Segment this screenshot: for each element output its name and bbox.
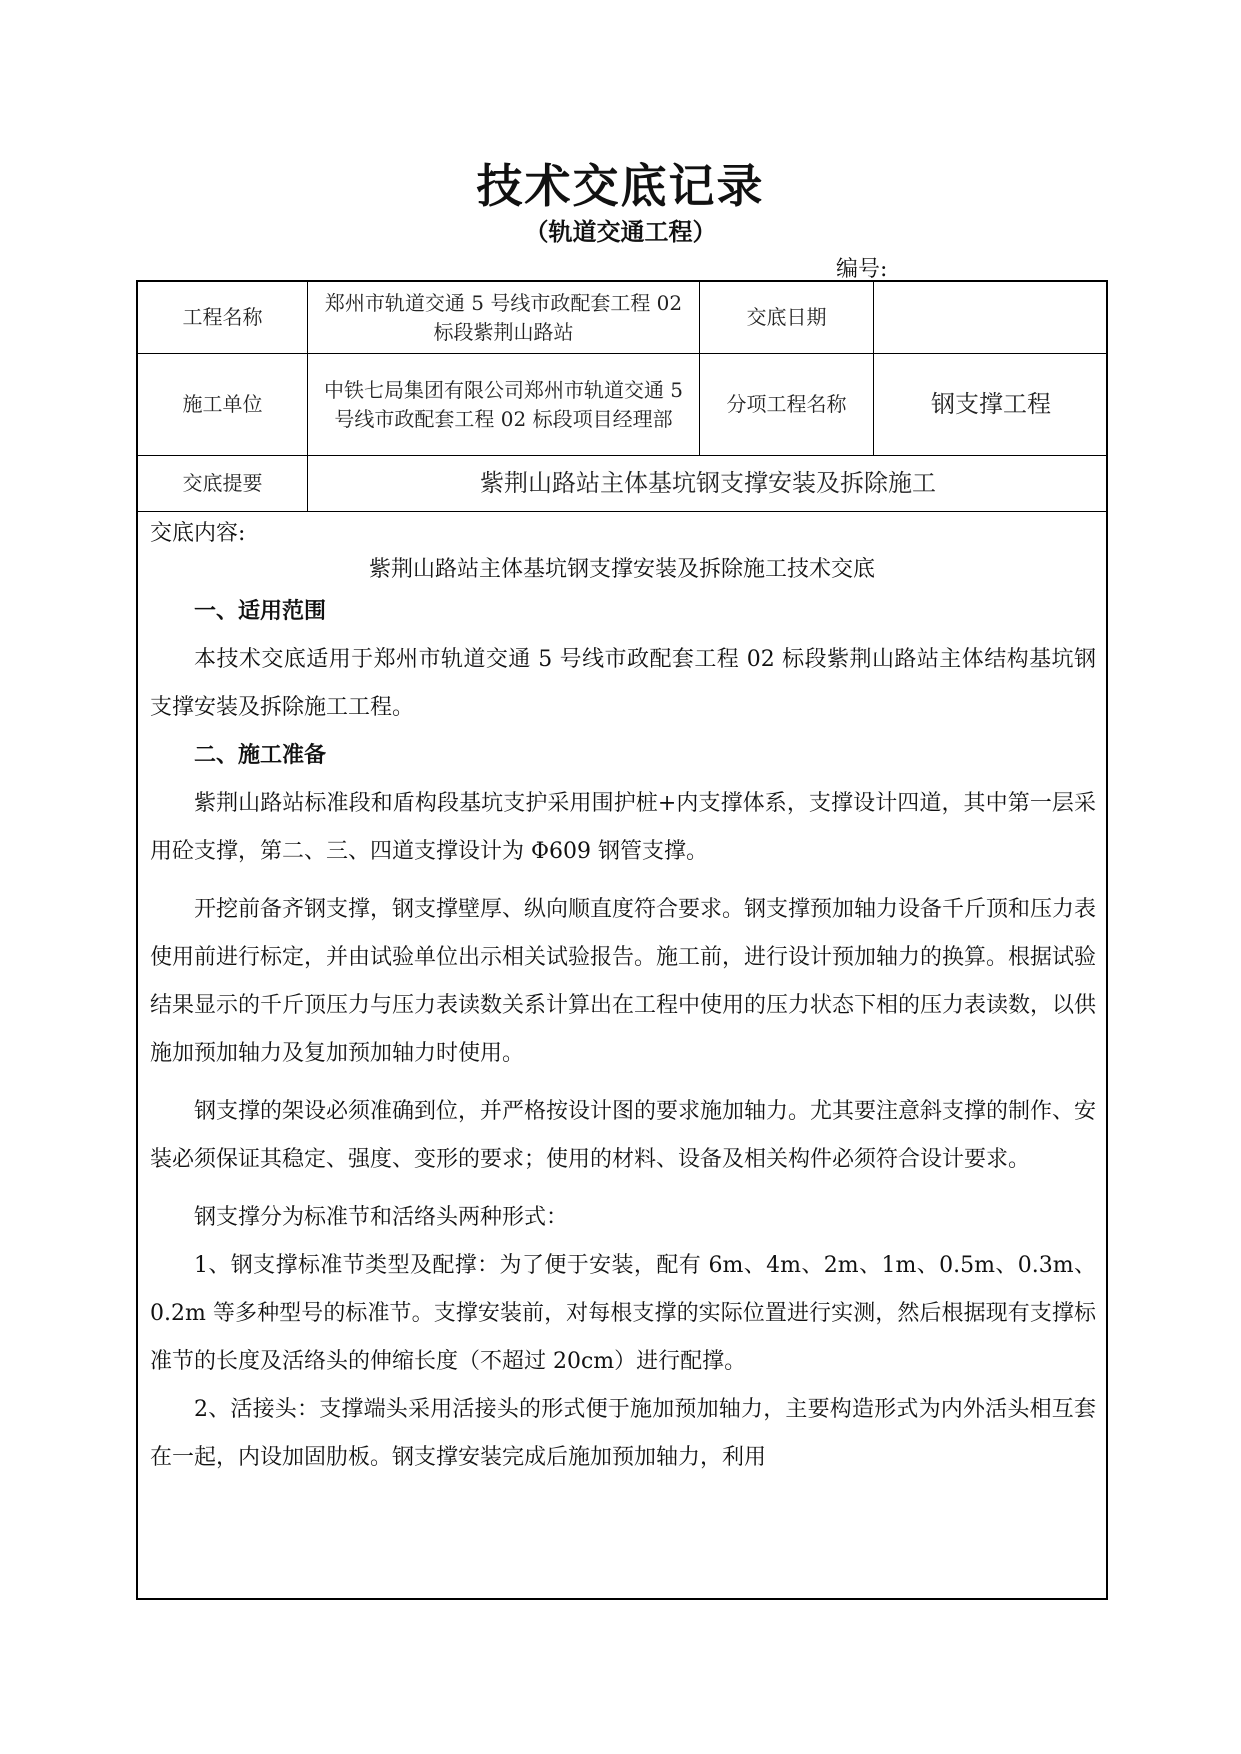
section-2-paragraph-6: 2、活接头：支撑端头采用活接头的形式便于施加预加轴力，主要构造形式为内外活头相互套在一起，内设加固肋板。钢支撑安装完成后施加预加轴力，利用 <box>150 1397 1096 1470</box>
disclosure-date-label: 交底日期 <box>700 282 874 353</box>
summary-label: 交底提要 <box>138 456 308 511</box>
section-2-title: 二、施工准备 <box>194 743 327 768</box>
row-summary <box>138 456 1106 512</box>
disclosure-form <box>136 280 1108 1600</box>
section-2-paragraph-2: 开挖前备齐钢支撑，钢支撑壁厚、纵向顺直度符合要求。钢支撑预加轴力设备千斤顶和压力表使用前进行标定，并由试验单位出示相关试验报告。施工前，进行设计预加轴力的换算。根据试验结果显示的千斤顶压力与压力表读数关系计算出在工程中使用的压力状态下相的压力表读数，以供施加预加轴力及复加预加轴力时使用。 <box>150 897 1097 1066</box>
section-2-paragraph-1: 紫荆山路站标准段和盾构段基坑支护采用围护桩+内支撑体系，支撑设计四道，其中第一层采用砼支撑，第二、三、四道支撑设计为 Φ609 钢管支撑。 <box>150 791 1096 864</box>
subproject-name-value: 钢支撑工程 <box>931 390 1051 418</box>
section-1-title: 一、适用范围 <box>194 599 327 624</box>
document-subtitle: （轨道交通工程） <box>524 217 717 246</box>
section-1-paragraph: 本技术交底适用于郑州市轨道交通 5 号线市政配套工程 02 标段紫荆山路站主体结构基坑钢支撑安装及拆除施工工程。 <box>150 647 1096 720</box>
section-2-paragraph-4: 钢支撑分为标准节和活络头两种形式： <box>194 1205 569 1230</box>
content-body <box>150 588 1096 1482</box>
serial-number-label: 编号: <box>836 257 888 282</box>
project-name-label: 工程名称 <box>138 282 308 353</box>
contractor-label: 施工单位 <box>138 354 308 455</box>
row-contractor <box>138 354 1106 456</box>
content-label: 交底内容: <box>150 521 246 546</box>
summary-value: 紫荆山路站主体基坑钢支撑安装及拆除施工 <box>480 469 936 497</box>
contractor-value: 中铁七局集团有限公司郑州市轨道交通 5 号线市政配套工程 02 标段项目经理部 <box>308 354 700 455</box>
section-2-paragraph-3: 钢支撑的架设必须准确到位，并严格按设计图的要求施加轴力。尤其要注意斜支撑的制作、安装必须保证其稳定、强度、变形的要求；使用的材料、设备及相关构件必须符合设计要求。 <box>150 1099 1097 1172</box>
subproject-name-label: 分项工程名称 <box>700 354 874 455</box>
row-project-name <box>138 282 1106 354</box>
project-name-value: 郑州市轨道交通 5 号线市政配套工程 02 标段紫荆山路站 <box>308 282 700 353</box>
document-title: 技术交底记录 <box>476 159 765 213</box>
section-2-paragraph-5: 1、钢支撑标准节类型及配撑：为了便于安装，配有 6m、4m、2m、1m、0.5m、0.3m、0.2m 等多种型号的标准节。支撑安装前，对每根支撑的实际位置进行实测，然后根据现有支撑标准节的长度及活络头的伸缩长度（不超过 20cm）进行配撑。 <box>150 1253 1096 1374</box>
content-heading: 紫荆山路站主体基坑钢支撑安装及拆除施工技术交底 <box>368 557 875 582</box>
disclosure-date-value <box>874 282 1108 353</box>
